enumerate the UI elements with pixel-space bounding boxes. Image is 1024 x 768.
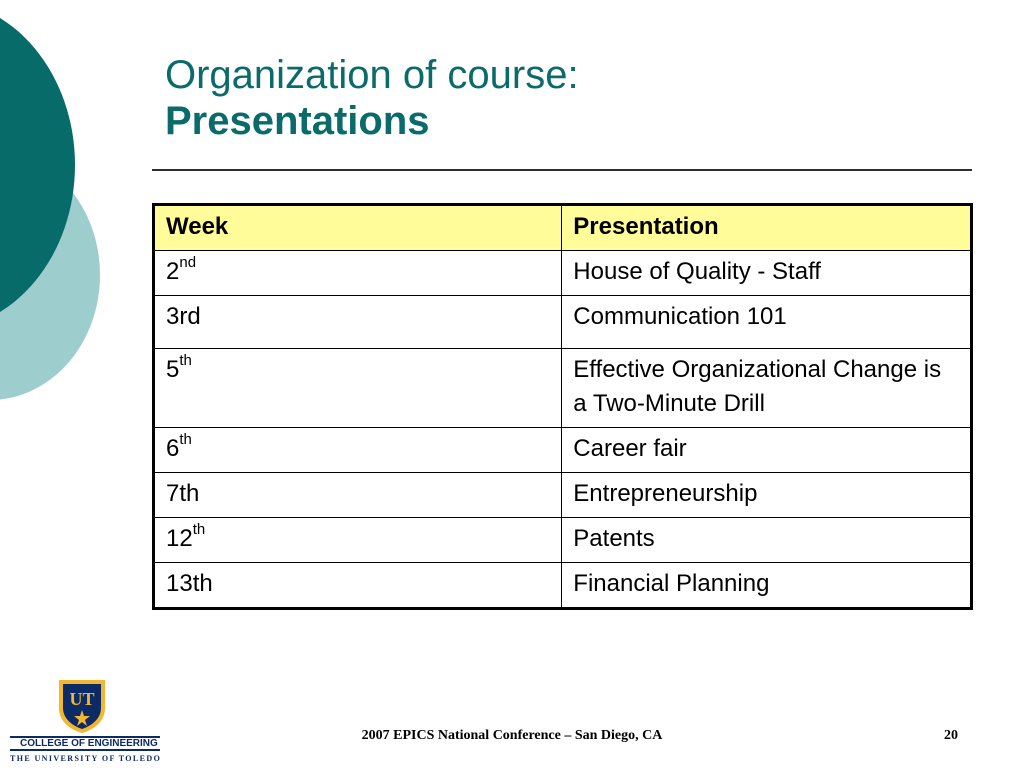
week-cell	[154, 349, 562, 428]
table-row	[154, 251, 972, 296]
presentation-cell: Communication 101	[562, 296, 972, 349]
shield-icon	[57, 678, 107, 734]
table-row	[154, 473, 972, 518]
shield-text: UT	[69, 689, 95, 709]
week-cell	[154, 428, 562, 473]
header-presentation: Presentation	[562, 205, 972, 251]
week-cell	[154, 518, 562, 563]
table-row	[154, 296, 972, 349]
table-header-row	[154, 205, 972, 251]
university-name: THE UNIVERSITY OF TOLEDO	[10, 754, 162, 763]
table-row	[154, 518, 972, 563]
week-cell: 7th	[154, 473, 562, 518]
presentation-cell: House of Quality - Staff	[562, 251, 972, 296]
header-week: Week	[154, 205, 562, 251]
week-cell: 3rd	[154, 296, 562, 349]
title-divider	[152, 169, 972, 171]
table-row	[154, 563, 972, 609]
presentation-cell: Career fair	[562, 428, 972, 473]
table-row	[154, 349, 972, 428]
week-value: 5	[166, 356, 180, 383]
presentation-cell: Entrepreneurship	[562, 473, 972, 518]
footer-text: 2007 EPICS National Conference – San Diego, CA	[361, 728, 663, 743]
week-cell: 13th	[154, 563, 562, 609]
week-suffix: th	[192, 521, 206, 538]
week-suffix: nd	[179, 254, 197, 271]
week-value: 2	[166, 258, 180, 285]
slide-title-line2: Presentations	[165, 99, 430, 143]
week-cell	[154, 251, 562, 296]
week-value: 6	[166, 435, 180, 462]
presentation-cell: Financial Planning	[562, 563, 972, 609]
slide-title	[165, 52, 579, 144]
presentation-cell: Patents	[562, 518, 972, 563]
week-suffix: th	[179, 431, 192, 448]
presentations-table	[152, 203, 973, 610]
week-value: 12	[166, 525, 193, 552]
page-number: 20	[944, 728, 958, 743]
slide-title-line1: Organization of course:	[165, 53, 579, 97]
college-name: COLLEGE OF ENGINEERING	[20, 738, 158, 749]
table-row	[154, 428, 972, 473]
presentation-cell: Effective Organizational Change is a Two-Minute Drill	[562, 349, 972, 428]
week-suffix: th	[179, 352, 192, 369]
